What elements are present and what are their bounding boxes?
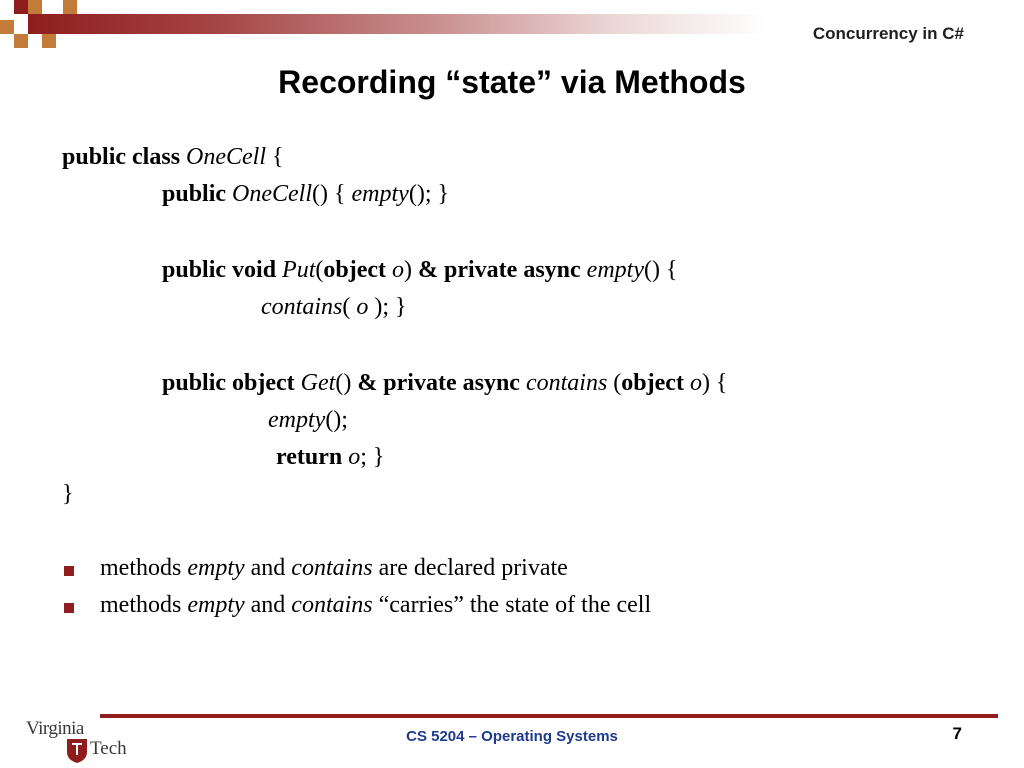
keyword: & private async bbox=[418, 257, 587, 283]
keyword: object bbox=[323, 257, 393, 283]
bullet-text bbox=[100, 592, 651, 619]
slide-title: Recording “state” via Methods bbox=[278, 64, 746, 100]
argument: o bbox=[356, 294, 369, 320]
method-name: contains bbox=[525, 370, 608, 396]
method-name: empty bbox=[586, 257, 644, 283]
code-text: ) { bbox=[701, 370, 728, 396]
keyword: public bbox=[162, 181, 233, 207]
code-text: (); bbox=[325, 407, 348, 433]
code-text: ( bbox=[315, 257, 324, 283]
text: empty bbox=[187, 555, 245, 581]
code-line-8 bbox=[62, 481, 74, 508]
code-text: ); } bbox=[368, 294, 407, 320]
class-name: OneCell bbox=[186, 144, 267, 170]
code-line-2 bbox=[162, 181, 449, 208]
header-square bbox=[63, 0, 77, 14]
code-text: ) bbox=[404, 257, 419, 283]
header-band bbox=[28, 14, 768, 34]
text: “carries” the state of the cell bbox=[372, 592, 652, 618]
code-line-4 bbox=[261, 294, 407, 321]
method-call: empty bbox=[351, 181, 409, 207]
text: methods bbox=[100, 555, 188, 581]
code-line-1 bbox=[62, 144, 284, 171]
method-name: Put bbox=[282, 257, 316, 283]
code-line-7 bbox=[276, 444, 384, 471]
method-call: empty bbox=[268, 407, 326, 433]
logo-text: Virginia bbox=[26, 718, 84, 739]
code-text: ( bbox=[342, 294, 357, 320]
code-text: } bbox=[62, 481, 74, 507]
header-square bbox=[42, 34, 56, 48]
keyword: public void bbox=[162, 257, 283, 283]
code-text: (); } bbox=[408, 181, 450, 207]
code-text: { bbox=[266, 144, 284, 170]
code-text: () bbox=[335, 370, 358, 396]
text: and bbox=[244, 555, 292, 581]
text: contains bbox=[291, 592, 373, 618]
argument: o bbox=[348, 444, 361, 470]
method-call: contains bbox=[261, 294, 343, 320]
text: and bbox=[244, 592, 292, 618]
code-line-6 bbox=[268, 407, 348, 434]
text: methods bbox=[100, 592, 188, 618]
header-square bbox=[28, 0, 42, 14]
code-line-3 bbox=[162, 257, 678, 284]
header-square bbox=[14, 34, 28, 48]
argument: o bbox=[689, 370, 702, 396]
keyword: public object bbox=[162, 370, 301, 396]
method-name: OneCell bbox=[232, 181, 313, 207]
header-square bbox=[14, 0, 28, 14]
argument: o bbox=[392, 257, 405, 283]
keyword: return bbox=[276, 444, 349, 470]
text: empty bbox=[187, 592, 245, 618]
page-number: 7 bbox=[952, 724, 962, 743]
keyword: & private async bbox=[357, 370, 526, 396]
footer-divider bbox=[100, 714, 998, 718]
header-square bbox=[0, 20, 14, 34]
code-text: () { bbox=[643, 257, 678, 283]
bullet-text bbox=[100, 555, 568, 582]
square-bullet-icon bbox=[64, 603, 74, 613]
text: contains bbox=[291, 555, 373, 581]
text: are declared private bbox=[372, 555, 568, 581]
code-line-5 bbox=[162, 370, 727, 397]
keyword: public class bbox=[62, 144, 187, 170]
method-name: Get bbox=[300, 370, 336, 396]
square-bullet-icon bbox=[64, 566, 74, 576]
header-title: Concurrency in C# bbox=[812, 24, 964, 43]
code-text: ( bbox=[607, 370, 622, 396]
logo-text: Tech bbox=[90, 738, 127, 759]
keyword: object bbox=[621, 370, 690, 396]
code-text: ; } bbox=[360, 444, 385, 470]
code-text: () { bbox=[312, 181, 352, 207]
footer-course: CS 5204 – Operating Systems bbox=[406, 728, 618, 745]
